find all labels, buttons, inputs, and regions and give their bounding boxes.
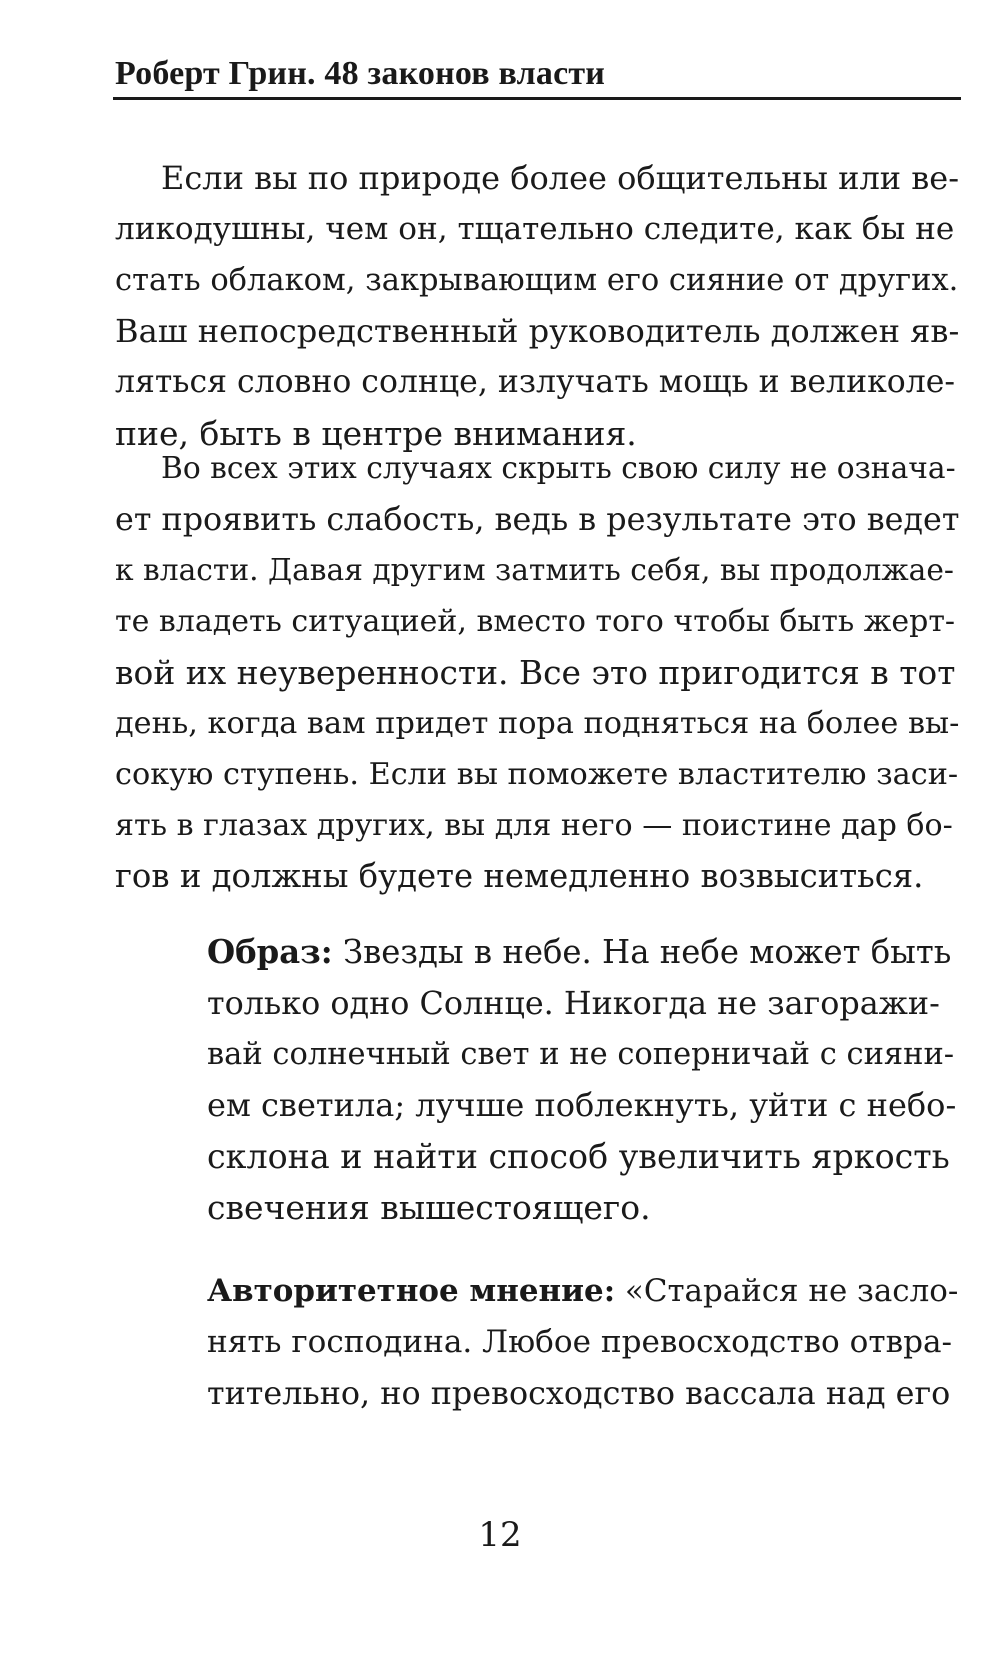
running-title: Роберт Грин. 48 законов власти xyxy=(115,55,606,92)
paragraph-1 xyxy=(115,153,961,459)
section-line: тительно, но превосходство вассала над его xyxy=(207,1375,951,1412)
image-section xyxy=(207,927,961,1233)
authority-section xyxy=(207,1266,961,1419)
paragraph-line: стать облаком, закрывающим его сияние от других. xyxy=(115,263,959,298)
paragraph-2 xyxy=(115,443,961,902)
paragraph-line: сокую ступень. Если вы поможете властителю заси- xyxy=(115,757,959,792)
section-label: Образ: xyxy=(207,933,333,971)
section-line: вай солнечный свет и не соперничай с сияни- xyxy=(207,1037,955,1072)
paragraph-line: Во всех этих случаях скрыть свою силу не означа- xyxy=(161,451,956,486)
page-number: 12 xyxy=(478,1515,522,1555)
paragraph-line: ять в глазах других, вы для него — поистине дар бо- xyxy=(115,808,953,843)
paragraph-line: к власти. Давая другим затмить себя, вы продолжае- xyxy=(115,553,954,588)
paragraph-line: ет проявить слабость, ведь в результате это ведет xyxy=(115,501,960,538)
paragraph-line: ликодушны, чем он, тщательно следите, как бы не xyxy=(115,211,955,247)
section-line: Образ: Звезды в небе. На небе может быть xyxy=(207,933,952,971)
paragraph-line: пие, быть в центре внимания. xyxy=(115,414,637,453)
section-line: нять господина. Любое превосходство отвра- xyxy=(207,1324,953,1360)
paragraph-line: ляться словно солнце, излучать мощь и великоле- xyxy=(115,364,956,400)
paragraph-line: те владеть ситуацией, вместо того чтобы быть жерт- xyxy=(115,604,956,639)
section-line: только одно Солнце. Никогда не загоражи- xyxy=(207,985,940,1022)
section-line: ем светила; лучше поблекнуть, уйти с небо- xyxy=(207,1086,957,1124)
header-rule xyxy=(113,97,961,100)
paragraph-line: вой их неуверенности. Все это пригодится в тот xyxy=(115,653,956,692)
section-line: склона и найти способ увеличить яркость xyxy=(207,1137,950,1176)
paragraph-line: день, когда вам придет пора подняться на более вы- xyxy=(115,706,960,741)
section-line: Авторитетное мнение: «Старайся не засло- xyxy=(207,1273,959,1309)
section-label: Авторитетное мнение: xyxy=(207,1273,616,1309)
paragraph-line: гов и должны будете немедленно возвыситься. xyxy=(115,857,924,895)
paragraph-line: Ваш непосредственный руководитель должен яв- xyxy=(115,312,960,350)
paragraph-line: Если вы по природе более общительны или ве- xyxy=(161,159,960,197)
section-line: свечения вышестоящего. xyxy=(207,1188,651,1227)
